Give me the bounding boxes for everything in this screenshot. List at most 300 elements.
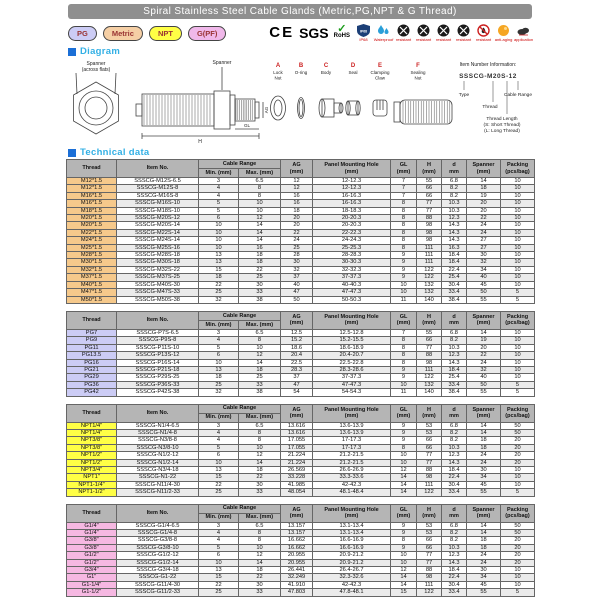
cell-panel_hole: 20.9-21.2 bbox=[313, 559, 391, 566]
cell-min: 22 bbox=[199, 481, 239, 488]
cell-item_no: SSSCG-G3/8-8 bbox=[117, 537, 199, 544]
part-o-ring bbox=[295, 63, 308, 119]
cell-packing: 10 bbox=[501, 467, 535, 474]
cell-thread: M20*1.5 bbox=[67, 215, 117, 222]
table-row bbox=[67, 537, 535, 544]
cell-packing: 10 bbox=[501, 366, 535, 373]
table-row bbox=[67, 337, 535, 344]
table-row bbox=[67, 200, 535, 207]
cell-h: 122 bbox=[417, 589, 442, 596]
cell-min: 4 bbox=[199, 530, 239, 537]
cell-min: 13 bbox=[199, 366, 239, 373]
cell-thread: PG9 bbox=[67, 337, 117, 344]
col-header-panel_hole: Panel Mounting Hole (mm) bbox=[313, 504, 391, 522]
cell-panel_hole: 12-12.3 bbox=[313, 185, 391, 192]
cell-spanner: 24 bbox=[467, 229, 501, 236]
cell-spanner: 24 bbox=[467, 222, 501, 229]
cell-ag: 50 bbox=[281, 296, 313, 303]
cell-thread: PG7 bbox=[67, 329, 117, 336]
svg-text:D: D bbox=[350, 63, 356, 69]
header-row bbox=[67, 404, 535, 413]
cell-ag: 22 bbox=[281, 229, 313, 236]
cell-item_no: SSSCG-M20S-14 bbox=[117, 222, 199, 229]
svg-text:Thread: Thread bbox=[482, 105, 498, 110]
feature-icons bbox=[355, 24, 532, 42]
cell-packing: 10 bbox=[501, 229, 535, 236]
cell-packing: 10 bbox=[501, 567, 535, 574]
cell-gl: 8 bbox=[391, 359, 417, 366]
svg-text:Seal: Seal bbox=[348, 70, 358, 75]
cell-h: 77 bbox=[417, 200, 442, 207]
cell-ag: 18.6 bbox=[281, 344, 313, 351]
svg-text:Type: Type bbox=[458, 93, 470, 98]
cell-gl: 8 bbox=[391, 337, 417, 344]
col-header-cable_range-min: Min. (mm) bbox=[199, 413, 239, 422]
cell-d: 22.4 bbox=[442, 474, 467, 481]
cell-d: 8.2 bbox=[442, 537, 467, 544]
cell-gl: 9 bbox=[391, 522, 417, 529]
col-header-thread: Thread bbox=[67, 160, 117, 178]
cell-panel_hole: 50-50.3 bbox=[313, 296, 391, 303]
cell-max: 18 bbox=[239, 252, 281, 259]
cell-spanner: 40 bbox=[467, 374, 501, 381]
col-header-packing: Packing (pcs/bag) bbox=[501, 311, 535, 329]
cell-d: 38.4 bbox=[442, 296, 467, 303]
cell-d: 10.3 bbox=[442, 444, 467, 451]
side-view-gland bbox=[136, 60, 269, 145]
cell-spanner: 19 bbox=[467, 337, 501, 344]
cell-panel_hole: 33.3-33.6 bbox=[313, 474, 391, 481]
cell-packing: 50 bbox=[501, 422, 535, 429]
table-row bbox=[67, 281, 535, 288]
cell-min: 22 bbox=[199, 581, 239, 588]
cell-ag: 16.662 bbox=[281, 537, 313, 544]
cell-spanner: 19 bbox=[467, 192, 501, 199]
col-header-d: d mm bbox=[442, 311, 467, 329]
cell-item_no: SSSCG-M16S-8 bbox=[117, 192, 199, 199]
svg-text:C: C bbox=[323, 63, 329, 69]
cell-spanner: 14 bbox=[467, 329, 501, 336]
cell-item_no: SSSCG-M12S-6.5 bbox=[117, 178, 199, 185]
cell-max: 22 bbox=[239, 574, 281, 581]
header-row bbox=[67, 311, 535, 320]
cell-thread: G1/2" bbox=[67, 552, 117, 559]
cell-gl: 7 bbox=[391, 178, 417, 185]
cell-packing: 20 bbox=[501, 444, 535, 451]
cell-gl: 10 bbox=[391, 452, 417, 459]
cell-h: 66 bbox=[417, 537, 442, 544]
thread-badge-pg: PG bbox=[68, 26, 97, 41]
col-header-cable_range-min: Min. (mm) bbox=[199, 513, 239, 522]
col-header-thread: Thread bbox=[67, 311, 117, 329]
cell-d: 33.4 bbox=[442, 489, 467, 496]
cell-h: 77 bbox=[417, 207, 442, 214]
cell-ag: 28.3 bbox=[281, 366, 313, 373]
cell-thread: PG42 bbox=[67, 389, 117, 396]
col-header-d: d mm bbox=[442, 404, 467, 422]
col-header-cable_range-max: Max. (mm) bbox=[239, 513, 281, 522]
cell-thread: PG11 bbox=[67, 344, 117, 351]
cell-d: 18.4 bbox=[442, 252, 467, 259]
col-header-cable_range: Cable Range bbox=[199, 404, 281, 413]
cell-spanner: 45 bbox=[467, 481, 501, 488]
col-header-ag: AG (mm) bbox=[281, 504, 313, 522]
cell-spanner: 14 bbox=[467, 429, 501, 436]
cell-spanner: 24 bbox=[467, 452, 501, 459]
cell-spanner: 30 bbox=[467, 467, 501, 474]
cell-thread: M30*1.5 bbox=[67, 259, 117, 266]
table-row bbox=[67, 574, 535, 581]
cell-panel_hole: 48.1-48.4 bbox=[313, 489, 391, 496]
cell-min: 5 bbox=[199, 444, 239, 451]
col-header-ag: AG (mm) bbox=[281, 404, 313, 422]
cell-d: 25.4 bbox=[442, 274, 467, 281]
cell-ag: 25 bbox=[281, 244, 313, 251]
cell-packing: 10 bbox=[501, 252, 535, 259]
cell-item_no: SSSCG-P21S-18 bbox=[117, 366, 199, 373]
cell-ag: 41.910 bbox=[281, 581, 313, 588]
cell-panel_hole: 16-16.3 bbox=[313, 192, 391, 199]
spec-tables bbox=[66, 159, 534, 600]
cell-max: 38 bbox=[239, 389, 281, 396]
cell-min: 5 bbox=[199, 200, 239, 207]
part-clamping-claw bbox=[370, 63, 390, 116]
thread-ribs bbox=[236, 100, 252, 120]
col-header-item_no: Item No. bbox=[117, 311, 199, 329]
cell-h: 98 bbox=[417, 222, 442, 229]
cell-thread: NPT3/4" bbox=[67, 467, 117, 474]
cell-d: 8.2 bbox=[442, 429, 467, 436]
cell-packing: 10 bbox=[501, 259, 535, 266]
table-row bbox=[67, 229, 535, 236]
table-row bbox=[67, 381, 535, 388]
col-header-thread: Thread bbox=[67, 404, 117, 422]
cell-spanner: 34 bbox=[467, 574, 501, 581]
cell-max: 22 bbox=[239, 266, 281, 273]
cell-d: 16.3 bbox=[442, 244, 467, 251]
cell-thread: G3/4" bbox=[67, 567, 117, 574]
cell-gl: 10 bbox=[391, 289, 417, 296]
cell-min: 3 bbox=[199, 178, 239, 185]
part-lock-nut bbox=[271, 63, 286, 120]
svg-text:Spanner: Spanner bbox=[86, 61, 106, 67]
cell-h: 88 bbox=[417, 467, 442, 474]
table-row bbox=[67, 422, 535, 429]
cell-thread: NPT1/2" bbox=[67, 459, 117, 466]
cell-gl: 8 bbox=[391, 229, 417, 236]
cell-d: 14.3 bbox=[442, 229, 467, 236]
cell-max: 8 bbox=[239, 537, 281, 544]
cell-spanner: 14 bbox=[467, 530, 501, 537]
svg-text:Lock: Lock bbox=[273, 70, 283, 75]
header-row bbox=[67, 504, 535, 513]
col-header-panel_hole: Panel Mounting Hole (mm) bbox=[313, 404, 391, 422]
cell-thread: PG29 bbox=[67, 374, 117, 381]
cell-h: 53 bbox=[417, 530, 442, 537]
cell-gl: 8 bbox=[391, 237, 417, 244]
table-row bbox=[67, 437, 535, 444]
cell-packing: 10 bbox=[501, 474, 535, 481]
cell-packing: 10 bbox=[501, 274, 535, 281]
cell-spanner: 27 bbox=[467, 244, 501, 251]
cell-thread: M40*1.5 bbox=[67, 281, 117, 288]
cell-gl: 14 bbox=[391, 574, 417, 581]
cell-max: 10 bbox=[239, 444, 281, 451]
cell-max: 10 bbox=[239, 544, 281, 551]
col-header-thread: Thread bbox=[67, 504, 117, 522]
cell-panel_hole: 22.5-22.8 bbox=[313, 359, 391, 366]
cell-panel_hole: 18-18.3 bbox=[313, 207, 391, 214]
cell-thread: NPT1/4" bbox=[67, 429, 117, 436]
cell-thread: NPT3/8" bbox=[67, 437, 117, 444]
cell-packing: 10 bbox=[501, 359, 535, 366]
col-header-spanner: Spanner (mm) bbox=[467, 404, 501, 422]
svg-text:Body: Body bbox=[320, 70, 332, 75]
cell-d: 6.8 bbox=[442, 329, 467, 336]
section-technical-data: Technical data bbox=[68, 147, 150, 158]
cell-max: 14 bbox=[239, 222, 281, 229]
chemical-resistant-icon bbox=[435, 24, 452, 42]
svg-text:IP68: IP68 bbox=[360, 29, 367, 34]
cell-thread: NPT1" bbox=[67, 474, 117, 481]
cell-d: 18.4 bbox=[442, 259, 467, 266]
cell-d: 10.3 bbox=[442, 344, 467, 351]
cell-panel_hole: 13.1-13.4 bbox=[313, 530, 391, 537]
cell-h: 98 bbox=[417, 574, 442, 581]
cell-h: 66 bbox=[417, 185, 442, 192]
cell-item_no: SSSCG-G1/4-6.5 bbox=[117, 522, 199, 529]
cell-min: 5 bbox=[199, 207, 239, 214]
cell-min: 4 bbox=[199, 185, 239, 192]
cell-item_no: SSSCG-N11/2-33 bbox=[117, 489, 199, 496]
cell-thread: M12*1.5 bbox=[67, 185, 117, 192]
cell-gl: 10 bbox=[391, 281, 417, 288]
col-header-ag: AG (mm) bbox=[281, 311, 313, 329]
cell-gl: 9 bbox=[391, 374, 417, 381]
cell-max: 25 bbox=[239, 374, 281, 381]
cell-spanner: 34 bbox=[467, 474, 501, 481]
cell-item_no: SSSCG-M40S-30 bbox=[117, 281, 199, 288]
cell-min: 22 bbox=[199, 281, 239, 288]
col-header-gl: GL (mm) bbox=[391, 160, 417, 178]
cell-min: 5 bbox=[199, 344, 239, 351]
table-row bbox=[67, 552, 535, 559]
cell-min: 10 bbox=[199, 222, 239, 229]
svg-text:Clamping: Clamping bbox=[370, 70, 390, 75]
application-icon bbox=[515, 24, 532, 42]
cell-min: 18 bbox=[199, 374, 239, 381]
cell-d: 10.3 bbox=[442, 200, 467, 207]
cell-thread: M47*1.5 bbox=[67, 289, 117, 296]
ce-mark-icon: CE bbox=[269, 24, 295, 41]
cell-panel_hole: 47-47.3 bbox=[313, 289, 391, 296]
svg-text:(S: Short Thread): (S: Short Thread) bbox=[483, 123, 521, 128]
table-row bbox=[67, 215, 535, 222]
cell-max: 10 bbox=[239, 207, 281, 214]
cell-ag: 20.4 bbox=[281, 352, 313, 359]
cell-min: 25 bbox=[199, 589, 239, 596]
cell-max: 6.5 bbox=[239, 178, 281, 185]
table-row bbox=[67, 474, 535, 481]
cell-spanner: 32 bbox=[467, 366, 501, 373]
cell-max: 8 bbox=[239, 437, 281, 444]
cell-max: 30 bbox=[239, 281, 281, 288]
waterproof-icon-caption: Waterproof bbox=[373, 37, 394, 42]
cell-gl: 12 bbox=[391, 567, 417, 574]
cell-thread: M22*1.5 bbox=[67, 229, 117, 236]
cell-item_no: SSSCG-M32S-22 bbox=[117, 266, 199, 273]
cell-item_no: SSSCG-M12S-8 bbox=[117, 185, 199, 192]
col-header-cable_range-max: Max. (mm) bbox=[239, 320, 281, 329]
cell-item_no: SSSCG-P36S-33 bbox=[117, 381, 199, 388]
cell-packing: 10 bbox=[501, 215, 535, 222]
cell-packing: 10 bbox=[501, 244, 535, 251]
cell-item_no: SSSCG-M18S-10 bbox=[117, 207, 199, 214]
cell-d: 33.4 bbox=[442, 289, 467, 296]
cell-min: 25 bbox=[199, 489, 239, 496]
mechanical-resistant-icon-caption: resistant bbox=[395, 37, 412, 42]
fire-resistant-icon bbox=[475, 24, 492, 42]
cell-max: 14 bbox=[239, 459, 281, 466]
cell-d: 12.3 bbox=[442, 215, 467, 222]
table-row bbox=[67, 266, 535, 273]
cell-min: 4 bbox=[199, 537, 239, 544]
cell-thread: M16*1.5 bbox=[67, 200, 117, 207]
cell-panel_hole: 37-37.3 bbox=[313, 274, 391, 281]
cell-packing: 10 bbox=[501, 337, 535, 344]
cell-ag: 18 bbox=[281, 207, 313, 214]
cell-packing: 10 bbox=[501, 185, 535, 192]
cell-ag: 37 bbox=[281, 374, 313, 381]
cell-gl: 8 bbox=[391, 215, 417, 222]
cell-ag: 21.224 bbox=[281, 452, 313, 459]
svg-text:B: B bbox=[298, 63, 304, 69]
cell-panel_hole: 28.3-28.6 bbox=[313, 366, 391, 373]
col-header-cable_range: Cable Range bbox=[199, 160, 281, 169]
svg-text:GL: GL bbox=[243, 123, 251, 128]
cell-min: 25 bbox=[199, 289, 239, 296]
table-row bbox=[67, 352, 535, 359]
cell-spanner: 24 bbox=[467, 359, 501, 366]
cell-h: 111 bbox=[417, 366, 442, 373]
cell-thread: M50*1.5 bbox=[67, 296, 117, 303]
cell-item_no: SSSCG-P42S-38 bbox=[117, 389, 199, 396]
table-row bbox=[67, 252, 535, 259]
cell-spanner: 34 bbox=[467, 266, 501, 273]
cell-item_no: SSSCG-N3/4-18 bbox=[117, 467, 199, 474]
cell-packing: 10 bbox=[501, 200, 535, 207]
col-header-gl: GL (mm) bbox=[391, 504, 417, 522]
col-header-h: H (mm) bbox=[417, 160, 442, 178]
cell-h: 122 bbox=[417, 274, 442, 281]
col-header-packing: Packing (pcs/bag) bbox=[501, 504, 535, 522]
svg-text:A: A bbox=[275, 63, 281, 69]
cell-h: 98 bbox=[417, 359, 442, 366]
cell-item_no: SSSCG-N11/4-30 bbox=[117, 481, 199, 488]
cell-panel_hole: 17-17.3 bbox=[313, 437, 391, 444]
cell-item_no: SSSCG-M24S-14 bbox=[117, 237, 199, 244]
cell-h: 88 bbox=[417, 567, 442, 574]
cell-gl: 8 bbox=[391, 537, 417, 544]
cell-ag: 17.055 bbox=[281, 437, 313, 444]
cell-thread: NPT1-1/2" bbox=[67, 489, 117, 496]
cell-packing: 5 bbox=[501, 289, 535, 296]
table-row bbox=[67, 389, 535, 396]
cell-panel_hole: 30-30.3 bbox=[313, 259, 391, 266]
cell-d: 22.4 bbox=[442, 266, 467, 273]
svg-text:Spanner: Spanner bbox=[212, 60, 232, 66]
cell-h: 77 bbox=[417, 344, 442, 351]
cell-item_no: SSSCG-M37S-25 bbox=[117, 274, 199, 281]
cell-gl: 9 bbox=[391, 429, 417, 436]
cell-d: 30.4 bbox=[442, 281, 467, 288]
cell-d: 6.8 bbox=[442, 178, 467, 185]
cell-gl: 8 bbox=[391, 352, 417, 359]
cell-thread: G1" bbox=[67, 574, 117, 581]
cell-min: 4 bbox=[199, 437, 239, 444]
cell-d: 8.2 bbox=[442, 337, 467, 344]
cell-item_no: SSSCG-N1/4-8 bbox=[117, 429, 199, 436]
cell-item_no: SSSCG-P13S-12 bbox=[117, 352, 199, 359]
cell-spanner: 24 bbox=[467, 459, 501, 466]
cell-d: 8.2 bbox=[442, 192, 467, 199]
cell-gl: 8 bbox=[391, 207, 417, 214]
anti-aging-icon-caption: anti-aging bbox=[494, 37, 513, 42]
table-row bbox=[67, 452, 535, 459]
cell-panel_hole: 32-32.3 bbox=[313, 266, 391, 273]
cell-d: 18.4 bbox=[442, 366, 467, 373]
cell-packing: 20 bbox=[501, 552, 535, 559]
cell-h: 111 bbox=[417, 581, 442, 588]
cell-d: 8.2 bbox=[442, 437, 467, 444]
table-row bbox=[67, 185, 535, 192]
thread-badge-gpf: G(PF) bbox=[188, 26, 226, 41]
table-row bbox=[67, 522, 535, 529]
section-bullet-icon bbox=[68, 149, 76, 157]
cell-h: 122 bbox=[417, 374, 442, 381]
cell-max: 16 bbox=[239, 244, 281, 251]
col-header-d: d mm bbox=[442, 160, 467, 178]
cell-packing: 10 bbox=[501, 222, 535, 229]
cell-spanner: 30 bbox=[467, 567, 501, 574]
cell-min: 3 bbox=[199, 422, 239, 429]
cell-thread: G1/2" bbox=[67, 559, 117, 566]
cell-item_no: SSSCG-G1/2-12 bbox=[117, 552, 199, 559]
cell-d: 14.3 bbox=[442, 559, 467, 566]
cell-spanner: 18 bbox=[467, 544, 501, 551]
cell-gl: 8 bbox=[391, 244, 417, 251]
col-header-cable_range-max: Max. (mm) bbox=[239, 413, 281, 422]
cell-spanner: 55 bbox=[467, 389, 501, 396]
cell-min: 4 bbox=[199, 337, 239, 344]
cell-ag: 22.5 bbox=[281, 359, 313, 366]
table-row bbox=[67, 289, 535, 296]
cell-packing: 5 bbox=[501, 296, 535, 303]
cell-h: 53 bbox=[417, 429, 442, 436]
table-row bbox=[67, 274, 535, 281]
cell-max: 8 bbox=[239, 192, 281, 199]
cell-thread: G1-1/2" bbox=[67, 589, 117, 596]
svg-text:Sealing: Sealing bbox=[410, 70, 426, 75]
cell-max: 14 bbox=[239, 237, 281, 244]
svg-text:Nut: Nut bbox=[274, 75, 282, 81]
cell-packing: 20 bbox=[501, 459, 535, 466]
svg-text:Thread Length: Thread Length bbox=[486, 117, 518, 122]
cell-h: 111 bbox=[417, 481, 442, 488]
cell-ag: 47 bbox=[281, 381, 313, 388]
cell-thread: M18*1.5 bbox=[67, 207, 117, 214]
cell-max: 18 bbox=[239, 467, 281, 474]
